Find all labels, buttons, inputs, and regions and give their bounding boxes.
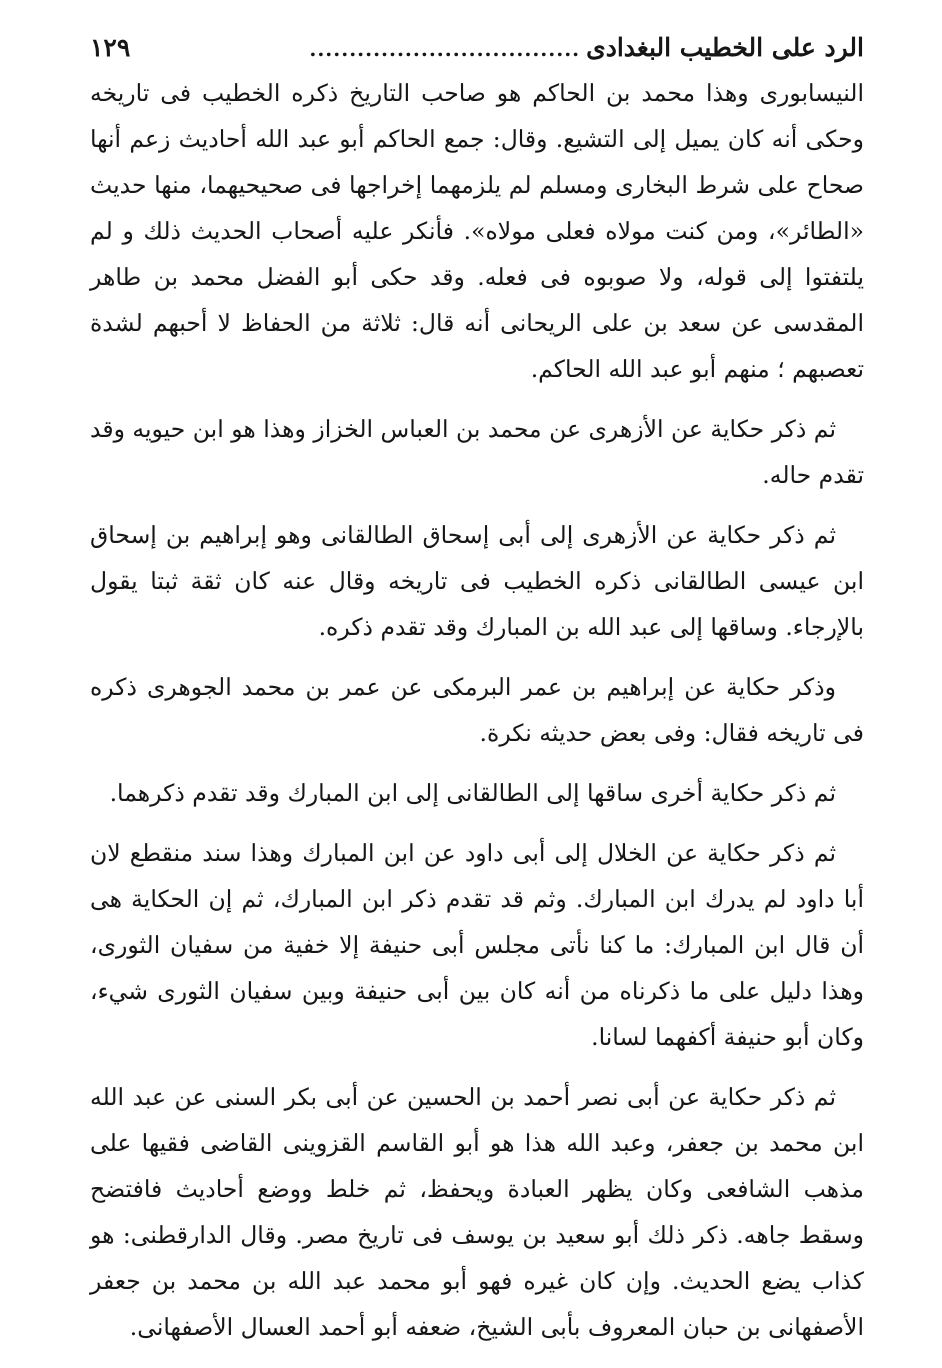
page-body	[90, 70, 864, 1350]
paragraph: ثم ذكر حكاية عن أبى نصر أحمد بن الحسين عن أبى بكر السنى عن عبد الله ابن محمد بن جعفر، وعبد الله هذا هو أبو القاسم القزوينى القاضى فقيها على مذهب الشافعى وكان يظهر العبادة ويحفظ، ثم خلط ووضع أحاديث فافتضح وسقط جاهه. ذكر ذلك أبو سعيد بن يوسف فى تاريخ مصر. وقال الدارقطنى: هو كذاب يضع الحديث. وإن كان غيره فهو أبو محمد عبد الله بن محمد بن جعفر الأصفهانى بن حبان المعروف بأبى الشيخ، ضعفه أبو أحمد العسال الأصفهانى.	[90, 1083, 864, 1341]
paragraph: ثم ذكر حكاية عن الأزهرى إلى أبى إسحاق الطالقانى وهو إبراهيم بن إسحاق ابن عيسى الطالقانى ذكره الخطيب فى تاريخه وقال عنه كان ثقة ثبتا يقول بالإرجاء. وساقها إلى عبد الله بن المبارك وقد تقدم ذكره.	[90, 521, 864, 641]
page-number: ١٢٩	[90, 33, 131, 62]
paragraph: ثم ذكر حكاية عن الأزهرى عن محمد بن العباس الخزاز وهذا هو ابن حيويه وقد تقدم حاله.	[90, 415, 864, 489]
header-title: الرد على الخطيب البغدادى	[586, 33, 864, 62]
paragraph: ثم ذكر حكاية عن الخلال إلى أبى داود عن ابن المبارك وهذا سند منقطع لان أبا داود لم يدرك ابن المبارك. وثم قد تقدم ذكر ابن المبارك، ثم إن الحكاية هى أن قال ابن المبارك: ما كنا نأتى مجلس أبى حنيفة إلا خفية من سفيان الثورى، وهذا دليل على ما ذكرناه من أنه كان بين أبى حنيفة وبين سفيان الثورى شيء، وكان أبو حنيفة أكفهما لسانا.	[90, 839, 864, 1051]
paragraph: وذكر حكاية عن إبراهيم بن عمر البرمكى عن عمر بن محمد الجوهرى ذكره فى تاريخه فقال: وفى بعض حديثه نكرة.	[90, 673, 864, 747]
paragraph: النيسابورى وهذا محمد بن الحاكم هو صاحب التاريخ ذكره الخطيب فى تاريخه وحكى أنه كان يميل إلى التشيع. وقال: جمع الحاكم أبو عبد الله أحاديث زعم أنها صحاح على شرط البخارى ومسلم لم يلزمهما إخراجها فى صحيحيهما، منها حديث «الطائر»، ومن كنت مولاه فعلى مولاه». فأنكر عليه أصحاب الحديث ذلك و لم يلتفتوا إلى قوله، ولا صوبوه فى فعله. وقد حكى أبو الفضل محمد بن طاهر المقدسى عن سعد بن على الريحانى أنه قال: ثلاثة من الحفاظ لا أحبهم لشدة تعصبهم ؛ منهم أبو عبد الله الحاكم.	[90, 79, 864, 383]
header-leader-dots: ..................................	[309, 37, 581, 61]
paragraph: ثم ذكر حكاية أخرى ساقها إلى الطالقانى إلى ابن المبارك وقد تقدم ذكرهما.	[109, 779, 836, 807]
running-header	[90, 28, 864, 68]
